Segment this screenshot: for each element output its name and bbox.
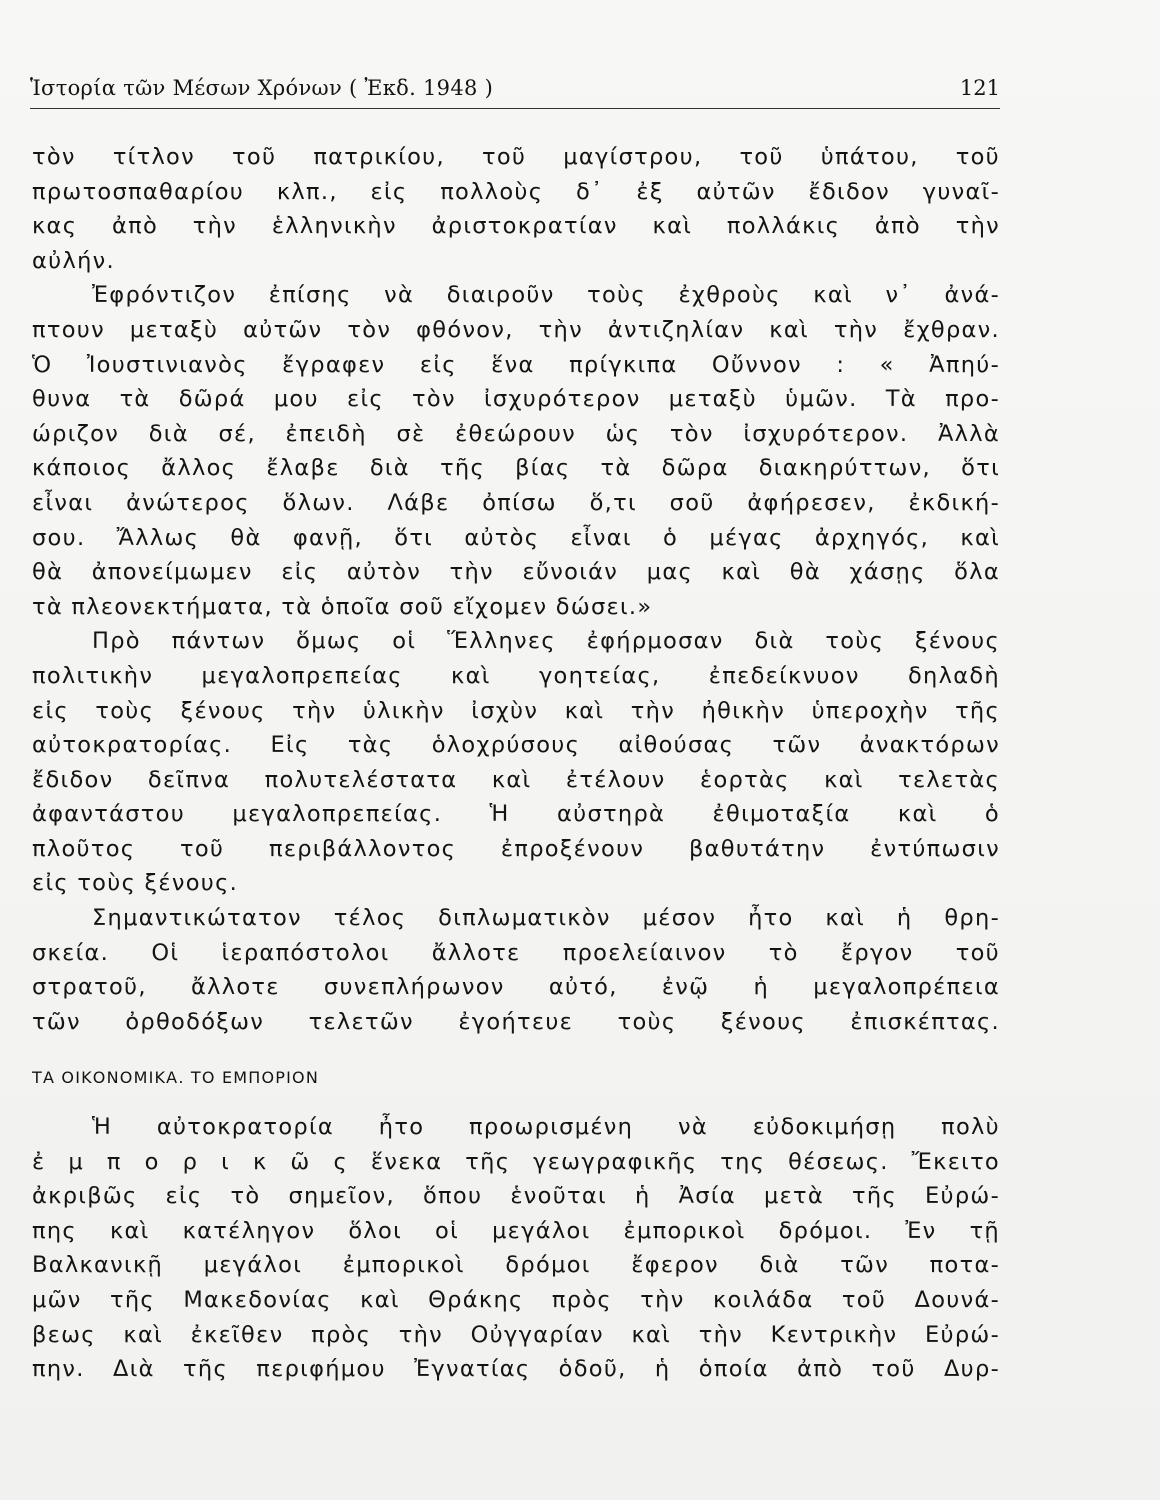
text-line: σου. Ἄλλως θὰ φανῇ, ὅτι αὐτὸς εἶναι ὁ μέγας ἀρχηγός, καὶ	[32, 524, 1000, 551]
text-line: βεως καὶ ἐκεῖθεν πρὸς τὴν Οὐγγαρίαν καὶ τὴν Κεντρικὴν Εὐρώ-	[32, 1321, 1000, 1348]
text-line: στρατοῦ, ἄλλοτε συνεπλήρωνον αὐτό, ἐνῷ ἡ μεγαλοπρέπεια	[32, 974, 1000, 1001]
text-line: πης καὶ κατέληγον ὅλοι οἱ μεγάλοι ἐμπορικοὶ δρόμοι. Ἐν τῇ	[32, 1217, 1000, 1244]
text-line: εἰς τοὺς ξένους.	[32, 870, 239, 897]
text-line: σκεία. Οἱ ἱεραπόστολοι ἄλλοτε προελείαινον τὸ ἔργον τοῦ	[32, 939, 1000, 966]
text-line: πτουν μεταξὺ αὐτῶν τὸν φθόνον, τὴν ἀντιζηλίαν καὶ τὴν ἔχθραν.	[32, 316, 1000, 343]
text-line: ἀφαντάστου μεγαλοπρεπείας. Ἡ αὐστηρὰ ἐθιμοταξία καὶ ὁ	[32, 801, 1000, 828]
text-line: αὐτοκρατορίας. Εἰς τὰς ὁλοχρύσους αἰθούσας τῶν ἀνακτόρων	[32, 732, 1000, 759]
text-line: ἔδιδον δεῖπνα πολυτελέστατα καὶ ἐτέλουν ἑορτὰς καὶ τελετὰς	[32, 766, 1000, 793]
text-line: κας ἀπὸ τὴν ἑλληνικὴν ἀριστοκρατίαν καὶ πολλάκις ἀπὸ τὴν	[32, 213, 1000, 240]
text-line: Ἡ αὐτοκρατορία ἦτο προωρισμένη νὰ εὐδοκιμήσῃ πολὺ	[92, 1114, 1000, 1140]
section-text	[32, 1110, 1000, 1387]
text-line: κάποιος ἄλλος ἔλαβε διὰ τῆς βίας τὰ δῶρα διακηρύττων, ὅτι	[32, 455, 1000, 482]
text-line: Σημαντικώτατον τέλος διπλωματικὸν μέσον ἦτο καὶ ἡ θρη-	[92, 905, 1000, 932]
running-head	[30, 76, 1000, 106]
header-rule	[30, 108, 1000, 109]
text-line: πλοῦτος τοῦ περιβάλλοντος ἐπροξένουν βαθυτάτην ἐντύπωσιν	[32, 835, 1000, 862]
section-heading: ΤΑ ΟΙΚΟΝΟΜΙΚΑ. ΤΟ ΕΜΠΟΡΙΟΝ	[32, 1068, 320, 1087]
main-text	[32, 140, 1000, 1039]
text-line: Πρὸ πάντων ὅμως οἱ Ἕλληνες ἐφήρμοσαν διὰ τοὺς ξένους	[92, 628, 1000, 655]
text-line: θυνα τὰ δῶρά μου εἰς τὸν ἰσχυρότερον μεταξὺ ὑμῶν. Τὰ προ-	[32, 386, 1000, 413]
page-number: 121	[959, 76, 1000, 100]
text-line: πην. Διὰ τῆς περιφήμου Ἐγνατίας ὁδοῦ, ἡ ὁποία ἀπὸ τοῦ Δυρ-	[32, 1356, 1000, 1383]
text-line: θὰ ἀπονείμωμεν εἰς αὐτὸν τὴν εὔνοιάν μας καὶ θὰ χάσῃς ὅλα	[32, 559, 1000, 586]
text-line: ώριζον διὰ σέ, ἐπειδὴ σὲ ἐθεώρουν ὡς τὸν ἰσχυρότερον. Ἀλλὰ	[32, 420, 1000, 447]
text-line: ἀκριβῶς εἰς τὸ σημεῖον, ὅπου ἑνοῦται ἡ Ἀσία μετὰ τῆς Εὐρώ-	[32, 1183, 1000, 1210]
text-line: τὰ πλεονεκτήματα, τὰ ὁποῖα σοῦ εἴχομεν δώσει.»	[32, 593, 653, 620]
text-line: αὐλήν.	[32, 247, 115, 274]
text-line: Βαλκανικῇ μεγάλοι ἐμπορικοὶ δρόμοι ἔφερον διὰ τῶν ποτα-	[32, 1252, 1000, 1279]
text-line: μῶν τῆς Μακεδονίας καὶ Θράκης πρὸς τὴν κοιλάδα τοῦ Δουνά-	[32, 1286, 1000, 1313]
text-line: εἶναι ἀνώτερος ὅλων. Λάβε ὀπίσω ὅ,τι σοῦ ἀφήρεσεν, ἐκδική-	[32, 489, 1000, 516]
text-line: Ὁ Ἰουστινιανὸς ἔγραφεν εἰς ἕνα πρίγκιπα Οὔννον : « Ἀπηύ-	[32, 351, 1000, 378]
text-line: πρωτοσπαθαρίου κλπ., εἰς πολλοὺς δ᾽ ἐξ αὐτῶν ἔδιδον γυναῖ-	[32, 178, 1000, 205]
text-line: πολιτικὴν μεγαλοπρεπείας καὶ γοητείας, ἐπεδείκνυον δηλαδὴ	[32, 662, 1000, 689]
running-title: Ἱστορία τῶν Μέσων Χρόνων ( Ἐκδ. 1948 )	[30, 76, 494, 100]
text-line: εἰς τοὺς ξένους τὴν ὑλικὴν ἰσχὺν καὶ τὴν ἠθικὴν ὑπεροχὴν τῆς	[32, 697, 1000, 724]
text-line: Ἐφρόντιζον ἐπίσης νὰ διαιροῦν τοὺς ἐχθροὺς καὶ ν᾽ ἀνά-	[92, 282, 1000, 309]
text-line: τῶν ὀρθοδόξων τελετῶν ἐγοήτευε τοὺς ξένους ἐπισκέπτας.	[32, 1008, 1000, 1035]
text-line: ἐ μ π ο ρ ι κ ῶ ς ἕνεκα τῆς γεωγραφικῆς της θέσεως. Ἔκειτο	[32, 1148, 1000, 1175]
text-line: τὸν τίτλον τοῦ πατρικίου, τοῦ μαγίστρου, τοῦ ὑπάτου, τοῦ	[32, 144, 1000, 170]
